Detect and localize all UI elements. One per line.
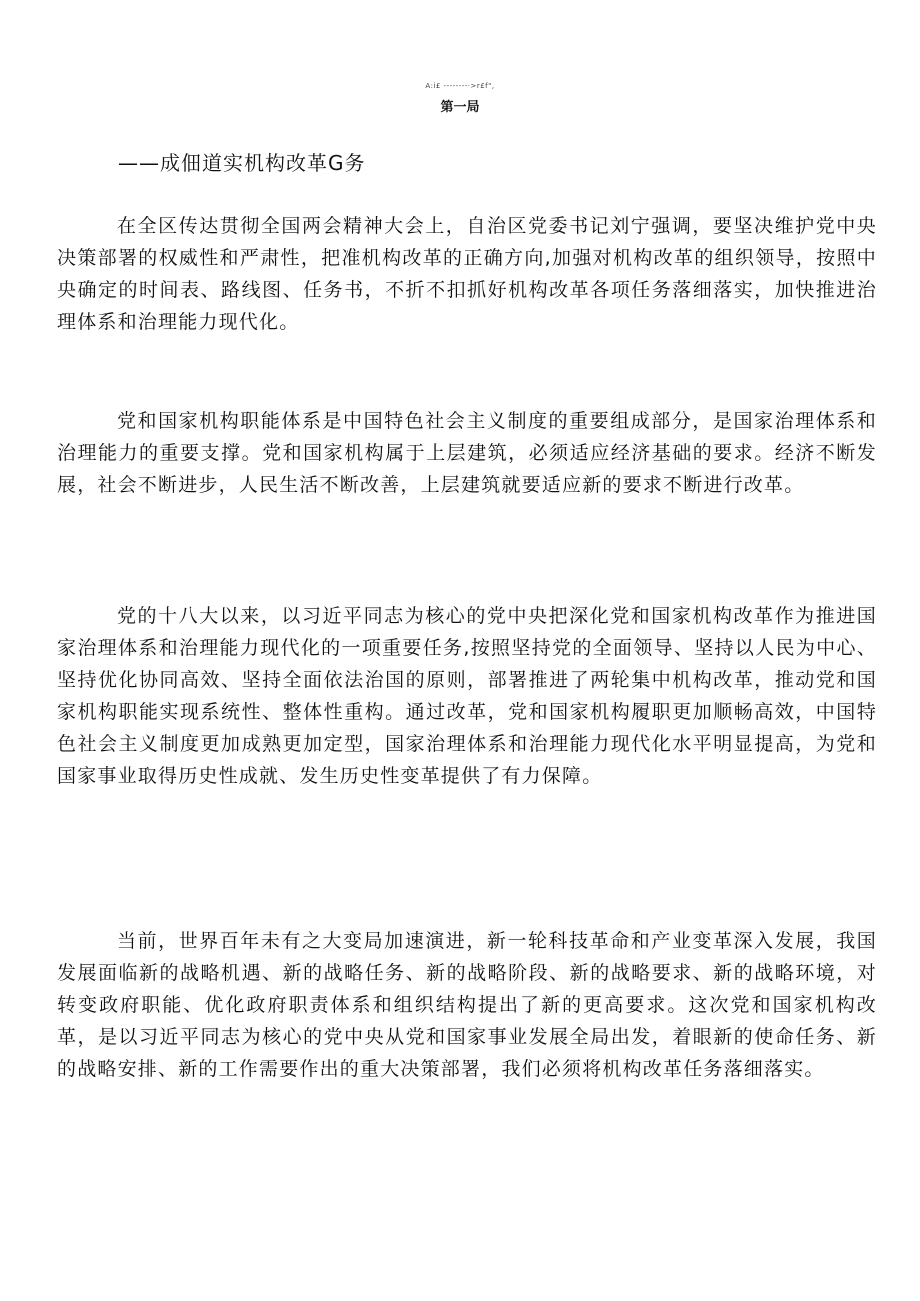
document-subtitle: ——成佃道实机构改革G务	[118, 151, 366, 175]
paragraph-4: 当前，世界百年未有之大变局加速演进，新一轮科技革命和产业变革深入发展，我国发展面临新的战略机遇、新的战略任务、新的战略阶段、新的战略要求、新的战略环境，对转变政府职能、优化政府职责体系和组织结构提出了新的更高要求。这次党和国家机构改革，是以习近平同志为核心的党中央从党和国家事业发展全局出发，着眼新的使命任务、新的战略安排、新的工作需要作出的重大决策部署，我们必须将机构改革任务落细落实。	[57, 930, 877, 1080]
paragraph-1: 在全区传达贯彻全国两会精神大会上，自治区党委书记刘宁强调，要坚决维护党中央决策部署的权威性和严肃性，把准机构改革的正确方向,加强对机构改革的组织领导，按照中央确定的时间表、路线图、任务书，不折不扣抓好机构改革各项任务落细落实，加快推进治理体系和治理能力现代化。	[57, 215, 877, 333]
header-note: A:i£ --------·>r£f",	[425, 82, 495, 90]
paragraph-3: 党的十八大以来，以习近平同志为核心的党中央把深化党和国家机构改革作为推进国家治理体系和治理能力现代化的一项重要任务,按照坚持党的全面领导、坚持以人民为中心、坚持优化协同高效、坚持全面依法治国的原则，部署推进了两轮集中机构改革，推动党和国家机构职能实现系统性、整体性重构。通过改革，党和国家机构履职更加顺畅高效，中国特色社会主义制度更加成熟更加定型，国家治理体系和治理能力现代化水平明显提高，为党和国家事业取得历史性成就、发生历史性变革提供了有力保障。	[57, 605, 877, 787]
header-title: 第一局	[440, 100, 480, 115]
paragraph-2: 党和国家机构职能体系是中国特色社会主义制度的重要组成部分，是国家治理体系和治理能力的重要支撑。党和国家机构属于上层建筑，必须适应经济基础的要求。经济不断发展，社会不断进步，人民生活不断改善，上层建筑就要适应新的要求不断进行改革。	[57, 410, 877, 496]
